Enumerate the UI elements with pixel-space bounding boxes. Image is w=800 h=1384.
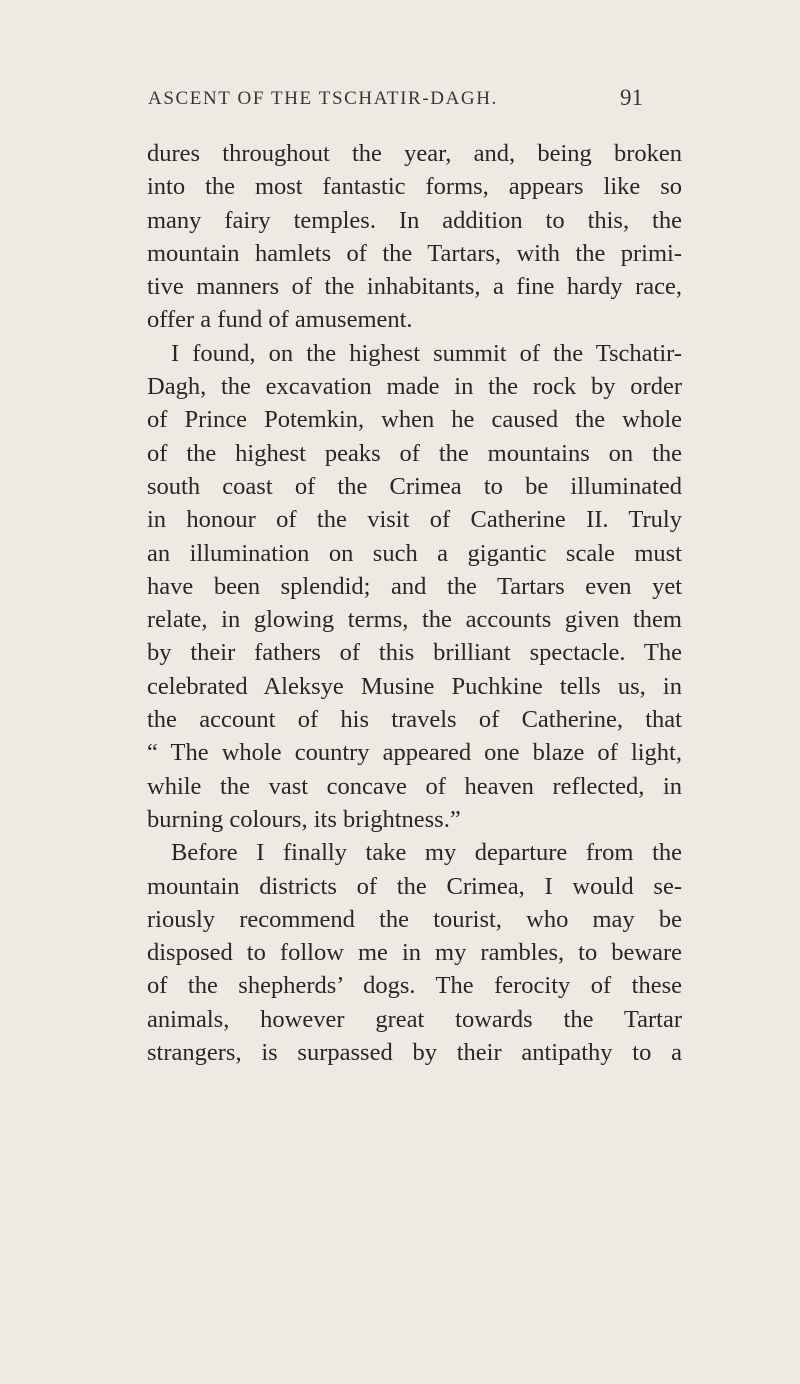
text-line: “ The whole country appeared one blaze of light, — [147, 739, 682, 767]
text-line: have been splendid; and the Tartars even yet — [147, 572, 682, 600]
page-number: 91 — [620, 85, 643, 110]
running-title: ASCENT OF THE TSCHATIR-DAGH. — [148, 88, 498, 109]
text-line: Before I finally take my departure from the — [171, 839, 682, 867]
text-line: south coast of the Crimea to be illuminated — [147, 472, 682, 500]
text-line: mountain hamlets of the Tartars, with the primi- — [147, 239, 682, 267]
body-text — [147, 137, 682, 1069]
text-line: offer a fund of amusement. — [147, 306, 413, 334]
text-line: the account of his travels of Catherine, that — [147, 706, 682, 734]
text-line: by their fathers of this brilliant spectacle. The — [147, 639, 682, 667]
text-line: Dagh, the excavation made in the rock by order — [147, 373, 682, 401]
text-line: burning colours, its brightness.” — [147, 805, 461, 833]
text-line: of Prince Potemkin, when he caused the whole — [147, 406, 682, 434]
text-line: animals, however great towards the Tartar — [147, 1005, 682, 1033]
text-line: of the highest peaks of the mountains on the — [147, 439, 682, 467]
text-line: mountain districts of the Crimea, I would se- — [147, 872, 682, 900]
text-line: in honour of the visit of Catherine II. Truly — [147, 506, 682, 534]
text-line: into the most fantastic forms, appears like so — [147, 173, 682, 201]
text-line: I found, on the highest summit of the Tschatir- — [171, 339, 682, 367]
text-line: disposed to follow me in my rambles, to beware — [147, 939, 682, 967]
text-line: strangers, is surpassed by their antipathy to a — [147, 1039, 682, 1067]
text-line: celebrated Aleksye Musine Puchkine tells us, in — [147, 672, 682, 700]
text-line: riously recommend the tourist, who may be — [147, 905, 682, 933]
text-line: while the vast concave of heaven reflected, in — [147, 772, 682, 800]
text-line: dures throughout the year, and, being broken — [147, 140, 682, 167]
text-line: of the shepherds’ dogs. The ferocity of these — [147, 972, 682, 1000]
text-line: relate, in glowing terms, the accounts given them — [147, 606, 682, 634]
text-line: tive manners of the inhabitants, a fine hardy race, — [147, 273, 682, 301]
text-line: an illumination on such a gigantic scale must — [147, 539, 682, 567]
text-line: many fairy temples. In addition to this, the — [147, 206, 682, 234]
